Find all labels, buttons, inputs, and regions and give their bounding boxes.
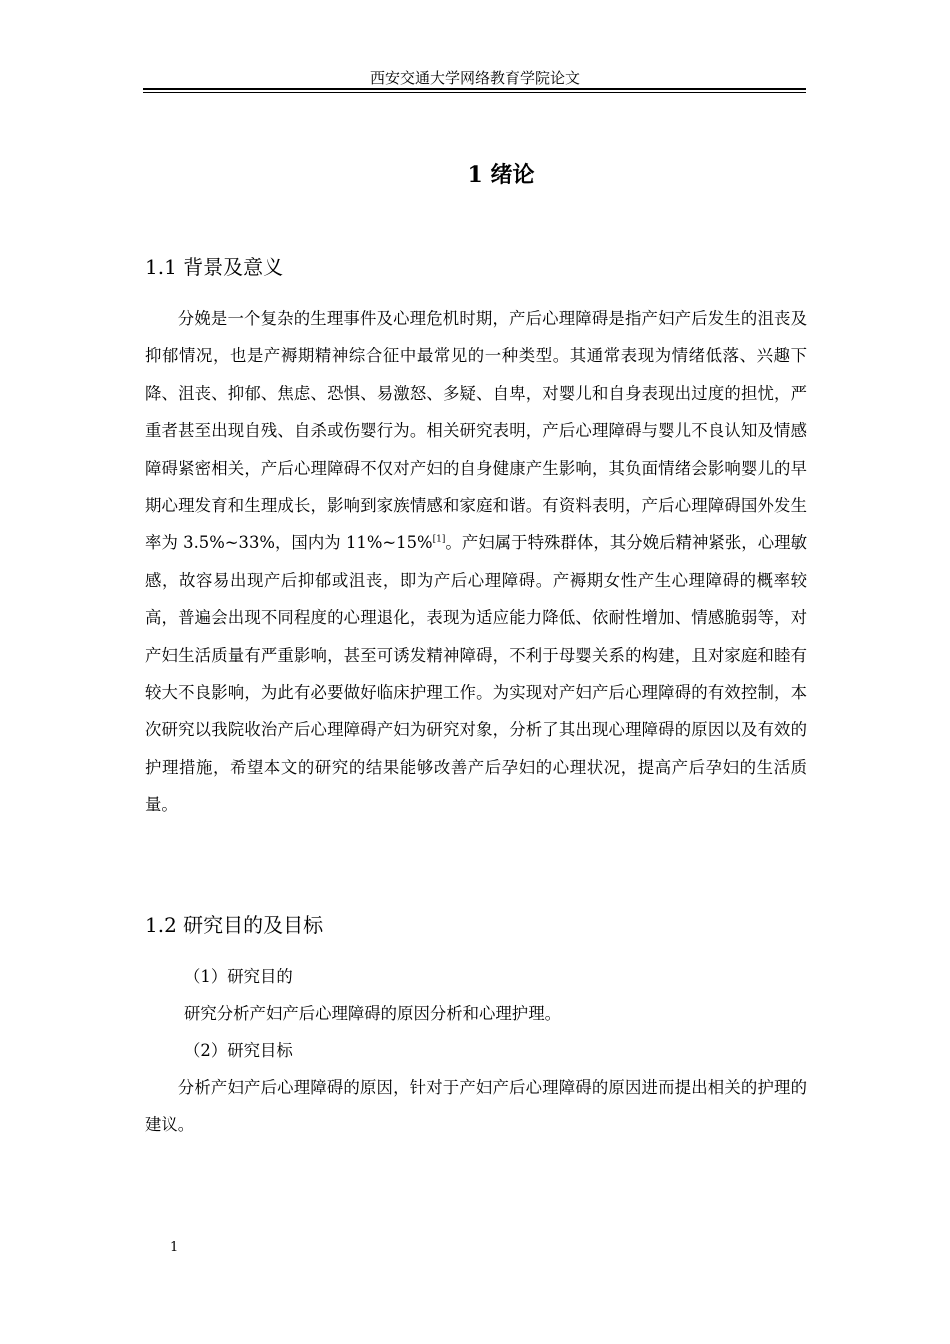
- objective-item-1-label: [145, 958, 807, 995]
- section-heading-1-2: 1.2 研究目的及目标: [145, 913, 324, 937]
- running-header: 西安交通大学网络教育学院论文: [369, 69, 580, 87]
- body-paragraph-background: [145, 300, 807, 824]
- section-heading-1-1: 1.1 背景及意义: [145, 255, 284, 279]
- objective-item-2-label: [145, 1032, 807, 1069]
- objective-item-2-text: 分析产妇产后心理障碍的原因，针对于产妇产后心理障碍的原因进而提出相关的护理的建议。: [145, 1078, 807, 1135]
- chapter-title: 1 绪论: [467, 162, 535, 188]
- header-rule-thick: [143, 88, 806, 90]
- paragraph-text-part-1: 分娩是一个复杂的生理事件及心理危机时期，产后心理障碍是指产妇产后发生的沮丧及抑郁情况，也是产褥期精神综合征中最常见的一种类型。其通常表现为情绪低落、兴趣下降、沮丧、抑郁、焦虑、恐惧、易激怒、多疑、自卑，对婴儿和自身表现出过度的担忧，严重者甚至出现自残、自杀或伤婴行为。相关研究表明，产后心理障碍与婴儿不良认知及情感障碍紧密相关，产后心理障碍不仅对产妇的自身健康产生影响，其负面情绪会影响婴儿的早期心理发育和生理成长，影响到家族情感和家庭和谐。有资料表明，产后心理障碍国外发生率为 3.5%~33%，国内为 11%~15%: [145, 309, 807, 553]
- paragraph-text-part-2: 。产妇属于特殊群体，其分娩后精神紧张，心理敏感，故容易出现产后抑郁或沮丧，即为产后心理障碍。产褥期女性产生心理障碍的概率较高，普遍会出现不同程度的心理退化，表现为适应能力降低、依耐性增加、情感脆弱等，对产妇生活质量有严重影响，甚至可诱发精神障碍，不利于母婴关系的构建，且对家庭和睦有较大不良影响，为此有必要做好临床护理工作。为实现对产妇产后心理障碍的有效控制，本次研究以我院收治产后心理障碍产妇为研究对象，分析了其出现心理障碍的原因以及有效的护理措施，希望本文的研究的结果能够改善产后孕妇的心理状况，提高产后孕妇的生活质量。: [145, 533, 808, 815]
- objective-label-text: （1）研究目的: [184, 967, 293, 986]
- header-rule-thin: [143, 92, 806, 93]
- objective-item-1-text: [145, 995, 807, 1032]
- citation-reference: [1]: [432, 534, 446, 545]
- page-number: 1: [170, 1240, 179, 1255]
- target-label-text: （2）研究目标: [184, 1041, 293, 1060]
- objective-body-text: 研究分析产妇产后心理障碍的原因分析和心理护理。: [184, 1004, 561, 1023]
